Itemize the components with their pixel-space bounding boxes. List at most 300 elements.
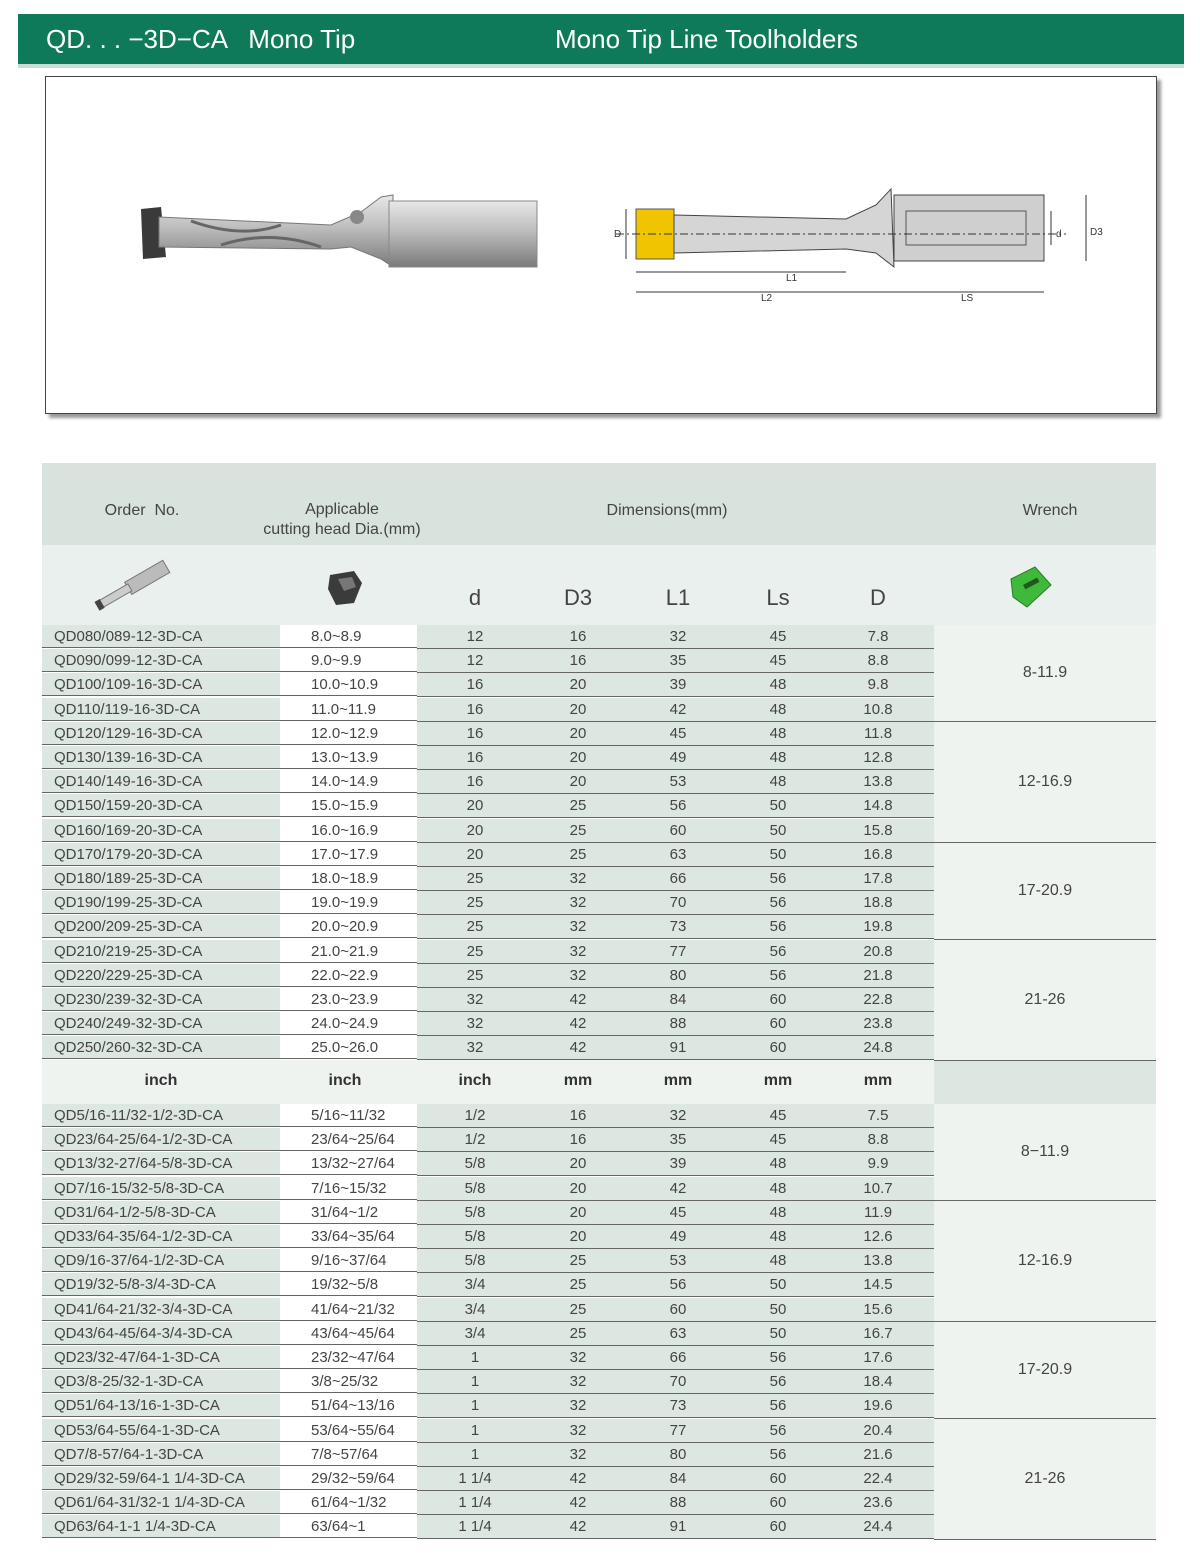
applicable-dia: 12.0~12.9 <box>280 722 417 745</box>
wrench-size-group: 8−11.9 <box>934 1104 1156 1201</box>
table-row <box>42 1491 934 1515</box>
table-row <box>42 819 934 843</box>
order-no: QD9/16-37/64-1/2-3D-CA <box>42 1249 280 1272</box>
label-D3: D3 <box>1090 227 1103 238</box>
dim-d: 1 <box>470 1349 480 1366</box>
applicable-dia: 9.0~9.9 <box>280 649 417 672</box>
dimension-cells <box>417 819 934 843</box>
dim-Ls: 45 <box>769 1107 787 1124</box>
dim-d: 20 <box>466 821 484 839</box>
dim-D: 7.8 <box>867 628 889 645</box>
dim-D3: 32 <box>569 918 587 936</box>
dim-L1: 70 <box>669 1373 687 1391</box>
dim-L1: 60 <box>669 821 687 839</box>
dim-d: 5/8 <box>464 1155 486 1173</box>
dim-D3: 16 <box>569 1131 587 1149</box>
toolholder-photo <box>131 187 551 307</box>
dim-L1: 32 <box>669 1107 687 1124</box>
dim-L1: 84 <box>669 1470 687 1487</box>
dim-L1: 60 <box>669 1300 687 1318</box>
cutting-head-icon <box>324 569 368 609</box>
dim-D3: 20 <box>569 700 587 718</box>
dim-D: 13.8 <box>863 1252 893 1270</box>
table-row <box>42 1273 934 1297</box>
dim-L1: 63 <box>669 1324 687 1342</box>
dim-D3: 42 <box>569 991 587 1008</box>
dim-L1: 84 <box>669 991 687 1008</box>
dim-D: 9.9 <box>867 1155 889 1173</box>
order-no: QD180/189-25-3D-CA <box>42 867 280 890</box>
page-header <box>18 14 1184 68</box>
order-no: QD19/32-5/8-3/4-3D-CA <box>42 1273 280 1296</box>
dimension-cells <box>417 1104 934 1128</box>
table-row <box>42 770 934 794</box>
applicable-dia: 19.0~19.9 <box>280 891 417 914</box>
applicable-dia: 19/32~5/8 <box>280 1273 417 1296</box>
dim-Ls: 45 <box>769 652 787 670</box>
label-LS: LS <box>961 293 974 304</box>
dimension-cells <box>417 1036 934 1060</box>
dim-Ls: 60 <box>769 1039 787 1057</box>
dim-L1: 91 <box>669 1518 687 1536</box>
dimension-cells <box>417 1225 934 1249</box>
dim-d: 3/4 <box>464 1324 486 1342</box>
col-header-D3: D3 <box>563 585 593 610</box>
dimension-cells <box>417 1273 934 1297</box>
dim-L1: 45 <box>669 1203 687 1221</box>
dim-D3: 42 <box>569 1039 587 1057</box>
dim-d: 20 <box>466 797 484 815</box>
dim-d: 16 <box>466 773 484 791</box>
units-row <box>42 1060 1156 1104</box>
table-row <box>42 915 934 939</box>
dim-L1: 77 <box>669 942 687 960</box>
dim-d: 32 <box>466 1015 484 1033</box>
dim-d: 16 <box>466 700 484 718</box>
order-no: QD230/239-32-3D-CA <box>42 988 280 1011</box>
dim-D3: 20 <box>569 1155 587 1173</box>
dim-D3: 20 <box>569 773 587 791</box>
applicable-dia: 31/64~1/2 <box>280 1201 417 1224</box>
dim-Ls: 48 <box>769 676 787 694</box>
label-D: D <box>614 229 622 240</box>
dim-Ls: 56 <box>769 1373 787 1391</box>
wrench-size-group: 12-16.9 <box>934 722 1156 843</box>
dim-d: 25 <box>466 918 484 936</box>
dim-D: 17.8 <box>863 870 893 887</box>
dim-Ls: 48 <box>769 1228 787 1245</box>
icon-row <box>42 545 1156 626</box>
dim-D: 10.8 <box>863 700 893 718</box>
dim-L1: 66 <box>669 870 687 887</box>
dim-D3: 16 <box>569 652 587 670</box>
applicable-dia: 23/64~25/64 <box>280 1128 417 1151</box>
dim-D3: 42 <box>569 1494 587 1512</box>
table-row <box>42 1225 934 1249</box>
dim-D: 24.4 <box>863 1518 893 1536</box>
dimension-drawing <box>606 177 1106 317</box>
product-image-panel <box>45 76 1157 414</box>
dim-Ls: 45 <box>769 1131 787 1149</box>
dimension-cells <box>417 722 934 746</box>
dim-L1: 73 <box>669 918 687 936</box>
dim-L1: 32 <box>669 628 687 645</box>
dim-d: 12 <box>466 652 484 670</box>
table-row <box>42 843 934 867</box>
dim-L1: 77 <box>669 1421 687 1439</box>
dim-D3: 32 <box>569 966 587 984</box>
dim-d: 1/2 <box>464 1131 486 1149</box>
table-row <box>42 1249 934 1273</box>
dim-D: 9.8 <box>867 676 889 694</box>
dimension-cells <box>417 794 934 818</box>
dim-D: 23.6 <box>863 1494 893 1512</box>
dimension-cells <box>417 1491 934 1515</box>
table-row <box>42 1036 934 1060</box>
dim-L1: 80 <box>669 966 687 984</box>
dim-D3: 25 <box>569 797 587 815</box>
dim-d: 25 <box>466 942 484 960</box>
dim-d: 16 <box>466 749 484 766</box>
dim-d: 5/8 <box>464 1252 486 1270</box>
unit-L1: mm <box>663 1072 693 1089</box>
header-order-no: Order No. <box>104 502 180 519</box>
col-header-d: d <box>468 585 482 610</box>
dim-Ls: 48 <box>769 700 787 718</box>
table-row <box>42 988 934 1012</box>
applicable-dia: 8.0~8.9 <box>280 625 417 648</box>
dim-d: 1 <box>470 1445 480 1463</box>
dim-D: 16.8 <box>863 845 893 863</box>
dim-L1: 35 <box>669 1131 687 1149</box>
table-row <box>42 1012 934 1036</box>
order-no: QD41/64-21/32-3/4-3D-CA <box>42 1298 280 1321</box>
dim-D3: 32 <box>569 942 587 960</box>
dim-d: 5/8 <box>464 1179 486 1197</box>
dim-L1: 88 <box>669 1494 687 1512</box>
dim-L1: 66 <box>669 1349 687 1366</box>
unit-D: mm <box>863 1072 893 1089</box>
order-no: QD5/16-11/32-1/2-3D-CA <box>42 1104 280 1127</box>
dim-D: 20.8 <box>863 942 893 960</box>
order-no: QD170/179-20-3D-CA <box>42 843 280 866</box>
order-no: QD120/129-16-3D-CA <box>42 722 280 745</box>
order-no: QD31/64-1/2-5/8-3D-CA <box>42 1201 280 1224</box>
table-header <box>42 463 1156 545</box>
order-no: QD090/099-12-3D-CA <box>42 649 280 672</box>
applicable-dia: 23.0~23.9 <box>280 988 417 1011</box>
unit-applicable: inch <box>328 1072 362 1089</box>
order-no: QD43/64-45/64-3/4-3D-CA <box>42 1322 280 1345</box>
dimension-cells <box>417 1177 934 1201</box>
dim-D3: 42 <box>569 1015 587 1033</box>
dimension-cells <box>417 1201 934 1225</box>
dim-Ls: 56 <box>769 1421 787 1439</box>
dim-d: 32 <box>466 1039 484 1057</box>
dim-d: 1 1/4 <box>458 1494 492 1512</box>
dim-Ls: 45 <box>769 628 787 645</box>
dim-D: 12.8 <box>863 749 893 766</box>
applicable-dia: 14.0~14.9 <box>280 770 417 793</box>
applicable-dia: 18.0~18.9 <box>280 867 417 890</box>
dim-D: 19.8 <box>863 918 893 936</box>
wrench-size-group: 8-11.9 <box>934 625 1156 722</box>
dim-D3: 32 <box>569 1445 587 1463</box>
dim-D: 15.6 <box>863 1300 893 1318</box>
dim-L1: 42 <box>669 700 687 718</box>
dim-D3: 32 <box>569 870 587 887</box>
dim-D3: 25 <box>569 1252 587 1270</box>
dim-D: 13.8 <box>863 773 893 791</box>
applicable-dia: 20.0~20.9 <box>280 915 417 938</box>
order-no: QD7/8-57/64-1-3D-CA <box>42 1443 280 1466</box>
applicable-dia: 17.0~17.9 <box>280 843 417 866</box>
dim-L1: 91 <box>669 1039 687 1057</box>
dim-Ls: 50 <box>769 797 787 815</box>
dim-L1: 80 <box>669 1445 687 1463</box>
applicable-dia: 10.0~10.9 <box>280 673 417 696</box>
table-row <box>42 940 934 964</box>
dim-D: 14.8 <box>863 797 893 815</box>
dim-D3: 32 <box>569 894 587 912</box>
dimension-cells <box>417 1346 934 1370</box>
dimension-cells <box>417 673 934 697</box>
order-no: QD100/109-16-3D-CA <box>42 673 280 696</box>
order-no: QD080/089-12-3D-CA <box>42 625 280 648</box>
dimension-cells <box>417 843 934 867</box>
unit-order: inch <box>144 1072 178 1089</box>
applicable-dia: 11.0~11.9 <box>280 698 417 721</box>
dim-D: 16.7 <box>863 1324 893 1342</box>
dimension-cells <box>417 1012 934 1036</box>
dim-Ls: 56 <box>769 966 787 984</box>
order-no: QD160/169-20-3D-CA <box>42 819 280 842</box>
label-L1: L1 <box>786 273 798 284</box>
dimension-cells <box>417 698 934 722</box>
dim-d: 20 <box>466 845 484 863</box>
applicable-dia: 24.0~24.9 <box>280 1012 417 1035</box>
dim-L1: 70 <box>669 894 687 912</box>
order-no: QD53/64-55/64-1-3D-CA <box>42 1419 280 1442</box>
dim-L1: 56 <box>669 1276 687 1294</box>
applicable-dia: 51/64~13/16 <box>280 1394 417 1417</box>
dim-L1: 49 <box>669 1228 687 1245</box>
dim-d: 5/8 <box>464 1203 486 1221</box>
dimension-cells <box>417 867 934 891</box>
dim-d: 16 <box>466 724 484 742</box>
dimension-cells <box>417 1443 934 1467</box>
applicable-dia: 9/16~37/64 <box>280 1249 417 1272</box>
page-title: QD. . . −3D−CA Mono Tip <box>46 24 356 54</box>
applicable-dia: 15.0~15.9 <box>280 794 417 817</box>
dim-Ls: 48 <box>769 1203 787 1221</box>
dimension-cells <box>417 964 934 988</box>
dim-D3: 20 <box>569 676 587 694</box>
table-row <box>42 794 934 818</box>
dim-Ls: 56 <box>769 1397 787 1415</box>
dim-Ls: 60 <box>769 1494 787 1512</box>
table-row <box>42 1201 934 1225</box>
order-no: QD150/159-20-3D-CA <box>42 794 280 817</box>
wrench-icon <box>1005 563 1057 613</box>
applicable-dia: 7/16~15/32 <box>280 1177 417 1200</box>
table-row <box>42 1298 934 1322</box>
header-applicable: Applicable cutting head Dia.(mm) <box>263 501 421 538</box>
dim-D: 17.6 <box>863 1349 893 1366</box>
dim-D3: 16 <box>569 628 587 645</box>
dim-d: 16 <box>466 676 484 694</box>
order-no: QD29/32-59/64-1 1/4-3D-CA <box>42 1467 280 1490</box>
dim-Ls: 56 <box>769 894 787 912</box>
dim-D3: 20 <box>569 1179 587 1197</box>
applicable-dia: 13.0~13.9 <box>280 746 417 769</box>
order-no: QD63/64-1-1 1/4-3D-CA <box>42 1515 280 1538</box>
applicable-dia: 23/32~47/64 <box>280 1346 417 1369</box>
dim-D: 19.6 <box>863 1397 893 1415</box>
applicable-dia: 53/64~55/64 <box>280 1419 417 1442</box>
wrench-size-group: 17-20.9 <box>934 843 1156 940</box>
applicable-dia: 22.0~22.9 <box>280 964 417 987</box>
table-row <box>42 867 934 891</box>
dim-Ls: 48 <box>769 749 787 766</box>
dim-D: 21.8 <box>863 966 893 984</box>
dim-d: 1/2 <box>464 1107 486 1124</box>
applicable-dia: 16.0~16.9 <box>280 819 417 842</box>
dimension-cells <box>417 1128 934 1152</box>
dim-D: 22.4 <box>863 1470 893 1487</box>
wrench-size-group: 17-20.9 <box>934 1322 1156 1419</box>
order-no: QD250/260-32-3D-CA <box>42 1036 280 1059</box>
order-no: QD140/149-16-3D-CA <box>42 770 280 793</box>
dim-d: 1 1/4 <box>458 1518 492 1536</box>
table-row <box>42 1370 934 1394</box>
unit-D3: mm <box>563 1072 593 1089</box>
applicable-dia: 63/64~1 <box>280 1515 417 1538</box>
dim-d: 1 1/4 <box>458 1470 492 1487</box>
dimension-cells <box>417 1515 934 1539</box>
table-row <box>42 1419 934 1443</box>
dim-Ls: 56 <box>769 918 787 936</box>
order-no: QD3/8-25/32-1-3D-CA <box>42 1370 280 1393</box>
table-row <box>42 1346 934 1370</box>
dim-D: 11.9 <box>863 1203 893 1221</box>
dim-D: 10.7 <box>863 1179 893 1197</box>
toolholder-icon <box>87 555 177 615</box>
dim-L1: 42 <box>669 1179 687 1197</box>
dim-L1: 39 <box>669 1155 687 1173</box>
table-row <box>42 1394 934 1418</box>
dim-d: 3/4 <box>464 1300 486 1318</box>
dim-D: 7.5 <box>867 1107 889 1124</box>
dim-Ls: 60 <box>769 1518 787 1536</box>
dimension-cells <box>417 1298 934 1322</box>
page-subtitle: Mono Tip Line Toolholders <box>555 24 859 54</box>
label-L2: L2 <box>761 293 773 304</box>
order-no: QD61/64-31/32-1 1/4-3D-CA <box>42 1491 280 1514</box>
dim-D: 24.8 <box>863 1039 893 1057</box>
dim-d: 5/8 <box>464 1228 486 1245</box>
dimension-cells <box>417 625 934 649</box>
dim-Ls: 48 <box>769 1179 787 1197</box>
unit-Ls: mm <box>763 1072 793 1089</box>
applicable-dia: 61/64~1/32 <box>280 1491 417 1514</box>
order-no: QD220/229-25-3D-CA <box>42 964 280 987</box>
dim-D3: 32 <box>569 1349 587 1366</box>
dim-Ls: 60 <box>769 991 787 1008</box>
col-header-Ls: Ls <box>766 585 790 610</box>
table-row <box>42 746 934 770</box>
dimension-cells <box>417 1394 934 1418</box>
dim-Ls: 60 <box>769 1470 787 1487</box>
applicable-dia: 7/8~57/64 <box>280 1443 417 1466</box>
dim-d: 25 <box>466 966 484 984</box>
table-row <box>42 1104 934 1128</box>
dim-D: 15.8 <box>863 821 893 839</box>
applicable-dia: 13/32~27/64 <box>280 1152 417 1175</box>
dim-L1: 53 <box>669 773 687 791</box>
wrench-size-group: 12-16.9 <box>934 1201 1156 1322</box>
wrench-size-group: 21-26 <box>934 940 1156 1061</box>
table-row <box>42 1128 934 1152</box>
dim-d: 25 <box>466 870 484 887</box>
dim-D3: 32 <box>569 1397 587 1415</box>
dim-L1: 63 <box>669 845 687 863</box>
order-no: QD7/16-15/32-5/8-3D-CA <box>42 1177 280 1200</box>
dim-Ls: 50 <box>769 1276 787 1294</box>
table-row <box>42 1322 934 1346</box>
applicable-dia: 3/8~25/32 <box>280 1370 417 1393</box>
dimension-cells <box>417 1322 934 1346</box>
dim-Ls: 50 <box>769 845 787 863</box>
order-no: QD33/64-35/64-1/2-3D-CA <box>42 1225 280 1248</box>
dim-D3: 42 <box>569 1470 587 1487</box>
order-no: QD23/64-25/64-1/2-3D-CA <box>42 1128 280 1151</box>
table-row <box>42 698 934 722</box>
dim-D3: 32 <box>569 1373 587 1391</box>
header-dimensions: Dimensions(mm) <box>606 502 728 519</box>
order-no: QD13/32-27/64-5/8-3D-CA <box>42 1152 280 1175</box>
dimension-cells <box>417 1419 934 1443</box>
dim-Ls: 60 <box>769 1015 787 1033</box>
table-row <box>42 1443 934 1467</box>
col-header-L1: L1 <box>665 585 691 610</box>
order-no: QD130/139-16-3D-CA <box>42 746 280 769</box>
header-wrench: Wrench <box>1022 502 1078 519</box>
dim-d: 1 <box>470 1373 480 1391</box>
dim-Ls: 56 <box>769 870 787 887</box>
label-d: d <box>1056 229 1062 240</box>
dim-D3: 25 <box>569 821 587 839</box>
dim-L1: 53 <box>669 1252 687 1270</box>
dim-D: 22.8 <box>863 991 893 1008</box>
dimension-cells <box>417 649 934 673</box>
table-row <box>42 1152 934 1176</box>
dim-d: 32 <box>466 991 484 1008</box>
dim-D: 23.8 <box>863 1015 893 1033</box>
applicable-dia: 41/64~21/32 <box>280 1298 417 1321</box>
dimension-cells <box>417 940 934 964</box>
table-row <box>42 1515 934 1539</box>
dim-Ls: 56 <box>769 1349 787 1366</box>
dimension-cells <box>417 770 934 794</box>
dimension-cells <box>417 915 934 939</box>
dimension-cells <box>417 1370 934 1394</box>
col-header-D: D <box>870 585 886 610</box>
order-no: QD51/64-13/16-1-3D-CA <box>42 1394 280 1417</box>
dim-d: 12 <box>466 628 484 645</box>
dim-D: 21.6 <box>863 1445 893 1463</box>
order-no: QD23/32-47/64-1-3D-CA <box>42 1346 280 1369</box>
